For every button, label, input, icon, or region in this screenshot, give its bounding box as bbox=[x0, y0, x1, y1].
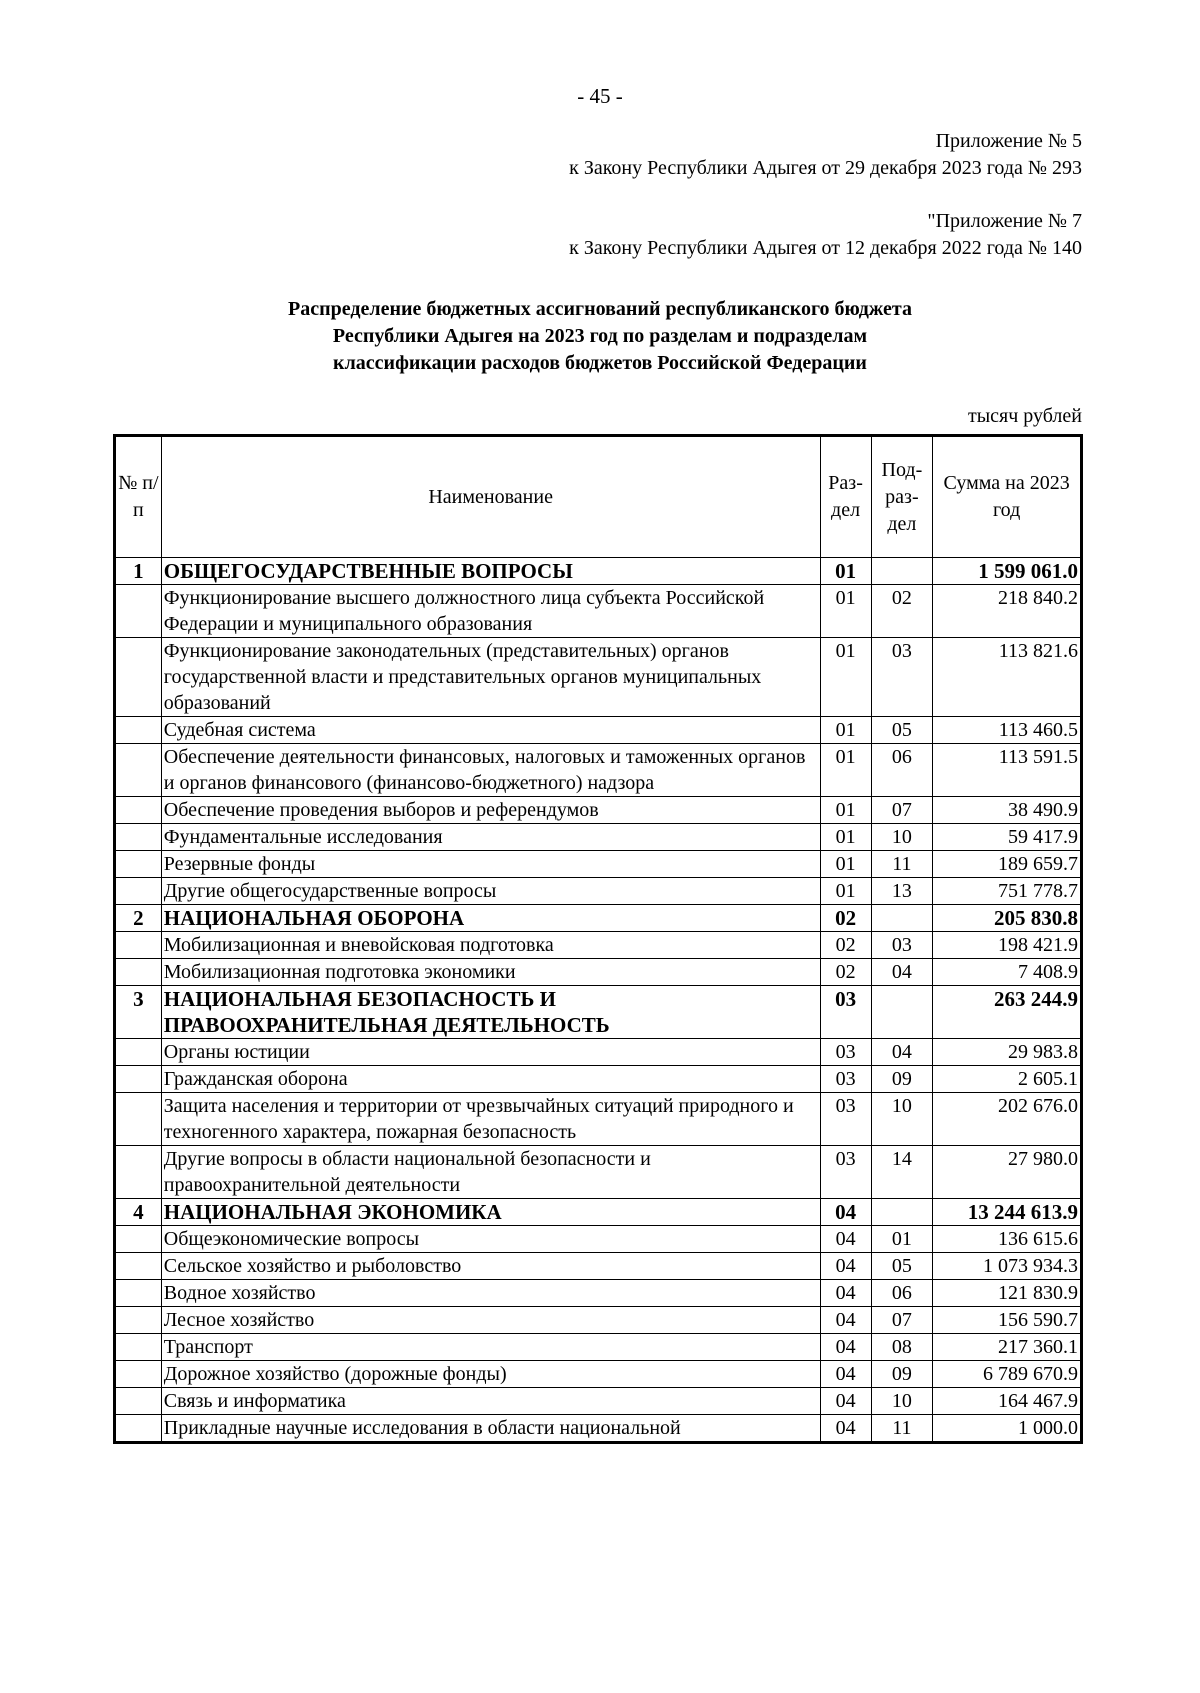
table-row bbox=[115, 959, 1082, 986]
cell-num bbox=[115, 797, 162, 824]
cell-subsection: 05 bbox=[871, 1253, 933, 1280]
cell-amount: 751 778.7 bbox=[933, 878, 1082, 905]
cell-name: Мобилизационная подготовка экономики bbox=[161, 959, 820, 986]
header-amount: Сумма на 2023 год bbox=[933, 436, 1082, 558]
annex-current-law: к Закону Республики Адыгея от 29 декабря 2023 года № 293 bbox=[569, 157, 1082, 179]
cell-name: Прикладные научные исследования в области национальной bbox=[161, 1415, 820, 1443]
table-section-row bbox=[115, 905, 1082, 932]
table-row bbox=[115, 878, 1082, 905]
cell-name: Функционирование высшего должностного лица субъекта Российской Федерации и муниципального образования bbox=[161, 585, 820, 638]
cell-amount: 1 073 934.3 bbox=[933, 1253, 1082, 1280]
header-section: Раз- дел bbox=[820, 436, 871, 558]
cell-num: 1 bbox=[115, 558, 162, 585]
table-row bbox=[115, 1415, 1082, 1443]
cell-subsection: 07 bbox=[871, 797, 933, 824]
cell-section: 01 bbox=[820, 744, 871, 797]
cell-name: Связь и информатика bbox=[161, 1388, 820, 1415]
cell-amount: 156 590.7 bbox=[933, 1307, 1082, 1334]
table-section-row bbox=[115, 558, 1082, 585]
document-title bbox=[150, 296, 1050, 377]
cell-amount: 217 360.1 bbox=[933, 1334, 1082, 1361]
cell-subsection: 06 bbox=[871, 1280, 933, 1307]
header-subsection: Под- раз- дел bbox=[871, 436, 933, 558]
table-section-row bbox=[115, 986, 1082, 1039]
cell-name: Гражданская оборона bbox=[161, 1066, 820, 1093]
cell-name: Обеспечение деятельности финансовых, налоговых и таможенных органов и органов финансового (финансово-бюджетного) надзора bbox=[161, 744, 820, 797]
table-row bbox=[115, 1093, 1082, 1146]
cell-num bbox=[115, 1280, 162, 1307]
annex-current-title: Приложение № 5 bbox=[935, 130, 1082, 152]
cell-num: 2 bbox=[115, 905, 162, 932]
cell-num bbox=[115, 1146, 162, 1199]
cell-num bbox=[115, 1093, 162, 1146]
cell-subsection: 04 bbox=[871, 959, 933, 986]
cell-subsection: 13 bbox=[871, 878, 933, 905]
cell-num bbox=[115, 878, 162, 905]
cell-num bbox=[115, 1307, 162, 1334]
cell-amount: 38 490.9 bbox=[933, 797, 1082, 824]
cell-section: 04 bbox=[820, 1334, 871, 1361]
cell-subsection bbox=[871, 1199, 933, 1226]
cell-amount: 202 676.0 bbox=[933, 1093, 1082, 1146]
cell-subsection: 03 bbox=[871, 638, 933, 717]
cell-section: 04 bbox=[820, 1253, 871, 1280]
cell-subsection: 07 bbox=[871, 1307, 933, 1334]
cell-amount: 136 615.6 bbox=[933, 1226, 1082, 1253]
cell-name: Фундаментальные исследования bbox=[161, 824, 820, 851]
cell-subsection: 11 bbox=[871, 851, 933, 878]
table-row bbox=[115, 1226, 1082, 1253]
cell-num: 4 bbox=[115, 1199, 162, 1226]
cell-section: 02 bbox=[820, 905, 871, 932]
cell-subsection: 08 bbox=[871, 1334, 933, 1361]
cell-num bbox=[115, 1226, 162, 1253]
cell-amount: 113 821.6 bbox=[933, 638, 1082, 717]
cell-name: Обеспечение проведения выборов и референдумов bbox=[161, 797, 820, 824]
table-section-row bbox=[115, 1199, 1082, 1226]
cell-subsection: 02 bbox=[871, 585, 933, 638]
cell-section: 04 bbox=[820, 1199, 871, 1226]
cell-amount: 1 000.0 bbox=[933, 1415, 1082, 1443]
units-label: тысяч рублей bbox=[967, 405, 1082, 427]
cell-section: 01 bbox=[820, 797, 871, 824]
cell-subsection: 05 bbox=[871, 717, 933, 744]
cell-section: 01 bbox=[820, 585, 871, 638]
title-line-2: Республики Адыгея на 2023 год по разделам и подразделам bbox=[332, 325, 868, 347]
header-name: Наименование bbox=[161, 436, 820, 558]
annex-amended-law: к Закону Республики Адыгея от 12 декабря 2022 года № 140 bbox=[569, 237, 1082, 259]
annex-current-reference bbox=[569, 128, 1082, 182]
table-row bbox=[115, 638, 1082, 717]
table-row bbox=[115, 824, 1082, 851]
cell-amount: 6 789 670.9 bbox=[933, 1361, 1082, 1388]
cell-num bbox=[115, 1388, 162, 1415]
table-row bbox=[115, 932, 1082, 959]
cell-subsection: 06 bbox=[871, 744, 933, 797]
cell-subsection: 11 bbox=[871, 1415, 933, 1443]
cell-amount: 121 830.9 bbox=[933, 1280, 1082, 1307]
cell-num: 3 bbox=[115, 986, 162, 1039]
cell-section: 04 bbox=[820, 1307, 871, 1334]
cell-name: Лесное хозяйство bbox=[161, 1307, 820, 1334]
cell-section: 01 bbox=[820, 558, 871, 585]
cell-name: НАЦИОНАЛЬНАЯ БЕЗОПАСНОСТЬ И ПРАВООХРАНИТЕЛЬНАЯ ДЕЯТЕЛЬНОСТЬ bbox=[161, 986, 820, 1039]
cell-num bbox=[115, 851, 162, 878]
table-row bbox=[115, 717, 1082, 744]
cell-num bbox=[115, 744, 162, 797]
cell-name: Органы юстиции bbox=[161, 1039, 820, 1066]
cell-num bbox=[115, 1253, 162, 1280]
table-row bbox=[115, 1388, 1082, 1415]
cell-amount: 2 605.1 bbox=[933, 1066, 1082, 1093]
annex-amended-reference bbox=[569, 208, 1082, 262]
cell-subsection: 03 bbox=[871, 932, 933, 959]
cell-section: 04 bbox=[820, 1226, 871, 1253]
table-header-row bbox=[115, 436, 1082, 558]
cell-subsection: 04 bbox=[871, 1039, 933, 1066]
cell-amount: 13 244 613.9 bbox=[933, 1199, 1082, 1226]
table-row bbox=[115, 1307, 1082, 1334]
cell-amount: 29 983.8 bbox=[933, 1039, 1082, 1066]
cell-num bbox=[115, 1066, 162, 1093]
cell-subsection: 10 bbox=[871, 824, 933, 851]
cell-amount: 113 591.5 bbox=[933, 744, 1082, 797]
cell-subsection: 10 bbox=[871, 1388, 933, 1415]
table-row bbox=[115, 1280, 1082, 1307]
cell-amount: 218 840.2 bbox=[933, 585, 1082, 638]
table-body bbox=[115, 558, 1082, 1443]
cell-section: 02 bbox=[820, 932, 871, 959]
cell-amount: 27 980.0 bbox=[933, 1146, 1082, 1199]
title-line-1: Распределение бюджетных ассигнований республиканского бюджета bbox=[288, 298, 912, 320]
table-row bbox=[115, 744, 1082, 797]
cell-name: ОБЩЕГОСУДАРСТВЕННЫЕ ВОПРОСЫ bbox=[161, 558, 820, 585]
cell-name: Судебная система bbox=[161, 717, 820, 744]
cell-amount: 113 460.5 bbox=[933, 717, 1082, 744]
cell-section: 04 bbox=[820, 1280, 871, 1307]
cell-section: 01 bbox=[820, 638, 871, 717]
cell-name: Дорожное хозяйство (дорожные фонды) bbox=[161, 1361, 820, 1388]
cell-num bbox=[115, 824, 162, 851]
cell-name: Водное хозяйство bbox=[161, 1280, 820, 1307]
cell-subsection bbox=[871, 905, 933, 932]
cell-section: 04 bbox=[820, 1361, 871, 1388]
table-row bbox=[115, 1361, 1082, 1388]
cell-subsection: 01 bbox=[871, 1226, 933, 1253]
cell-section: 01 bbox=[820, 717, 871, 744]
annex-amended-title: "Приложение № 7 bbox=[927, 210, 1082, 232]
cell-section: 01 bbox=[820, 824, 871, 851]
cell-num bbox=[115, 932, 162, 959]
table-row bbox=[115, 1253, 1082, 1280]
cell-section: 03 bbox=[820, 1039, 871, 1066]
cell-section: 03 bbox=[820, 1093, 871, 1146]
cell-num bbox=[115, 959, 162, 986]
cell-name: НАЦИОНАЛЬНАЯ ЭКОНОМИКА bbox=[161, 1199, 820, 1226]
cell-section: 02 bbox=[820, 959, 871, 986]
table-row bbox=[115, 851, 1082, 878]
cell-name: Мобилизационная и вневойсковая подготовка bbox=[161, 932, 820, 959]
cell-num bbox=[115, 1039, 162, 1066]
table-row bbox=[115, 585, 1082, 638]
table-row bbox=[115, 797, 1082, 824]
cell-num bbox=[115, 585, 162, 638]
cell-amount: 205 830.8 bbox=[933, 905, 1082, 932]
cell-amount: 7 408.9 bbox=[933, 959, 1082, 986]
cell-amount: 1 599 061.0 bbox=[933, 558, 1082, 585]
cell-subsection: 09 bbox=[871, 1066, 933, 1093]
table-row bbox=[115, 1146, 1082, 1199]
cell-section: 04 bbox=[820, 1388, 871, 1415]
header-num: № п/п bbox=[115, 436, 162, 558]
cell-amount: 189 659.7 bbox=[933, 851, 1082, 878]
cell-subsection: 09 bbox=[871, 1361, 933, 1388]
cell-name: Сельское хозяйство и рыболовство bbox=[161, 1253, 820, 1280]
cell-section: 01 bbox=[820, 878, 871, 905]
cell-subsection: 14 bbox=[871, 1146, 933, 1199]
title-line-3: классификации расходов бюджетов Российской Федерации bbox=[333, 352, 867, 374]
cell-name: Транспорт bbox=[161, 1334, 820, 1361]
table-row bbox=[115, 1334, 1082, 1361]
cell-num bbox=[115, 717, 162, 744]
cell-name: Общеэкономические вопросы bbox=[161, 1226, 820, 1253]
table-row bbox=[115, 1039, 1082, 1066]
cell-name: Другие общегосударственные вопросы bbox=[161, 878, 820, 905]
cell-name: Резервные фонды bbox=[161, 851, 820, 878]
cell-subsection bbox=[871, 558, 933, 585]
cell-subsection bbox=[871, 986, 933, 1039]
cell-subsection: 10 bbox=[871, 1093, 933, 1146]
cell-amount: 263 244.9 bbox=[933, 986, 1082, 1039]
cell-num bbox=[115, 1361, 162, 1388]
cell-name: Функционирование законодательных (представительных) органов государственной власти и представительных органов муниципальных образований bbox=[161, 638, 820, 717]
cell-num bbox=[115, 1415, 162, 1443]
cell-num bbox=[115, 638, 162, 717]
cell-section: 03 bbox=[820, 1146, 871, 1199]
cell-num bbox=[115, 1334, 162, 1361]
page-number: - 45 - bbox=[577, 84, 623, 108]
budget-table bbox=[113, 434, 1083, 1444]
cell-section: 04 bbox=[820, 1415, 871, 1443]
cell-section: 01 bbox=[820, 851, 871, 878]
cell-name: Другие вопросы в области национальной безопасности и правоохранительной деятельности bbox=[161, 1146, 820, 1199]
cell-section: 03 bbox=[820, 1066, 871, 1093]
cell-name: НАЦИОНАЛЬНАЯ ОБОРОНА bbox=[161, 905, 820, 932]
cell-section: 03 bbox=[820, 986, 871, 1039]
table-row bbox=[115, 1066, 1082, 1093]
cell-amount: 198 421.9 bbox=[933, 932, 1082, 959]
cell-amount: 164 467.9 bbox=[933, 1388, 1082, 1415]
cell-name: Защита населения и территории от чрезвычайных ситуаций природного и техногенного характера, пожарная безопасность bbox=[161, 1093, 820, 1146]
cell-amount: 59 417.9 bbox=[933, 824, 1082, 851]
